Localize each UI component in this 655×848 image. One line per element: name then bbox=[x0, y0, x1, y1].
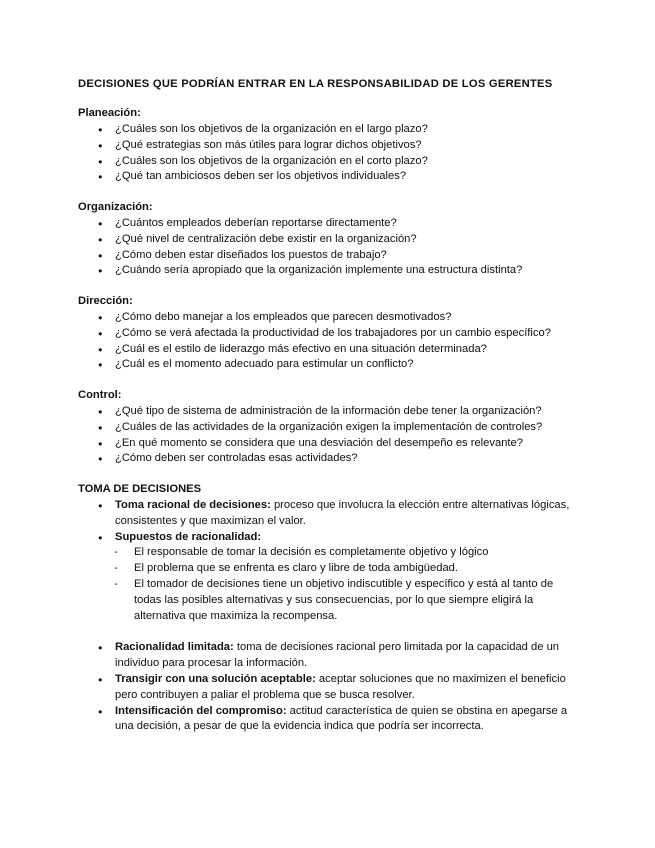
section-direccion bbox=[78, 294, 598, 373]
list-item: ● ¿Qué tan ambiciosos deben ser los objetivos individuales? bbox=[78, 169, 598, 185]
section-heading: Dirección: bbox=[78, 295, 133, 307]
dash-item: - El responsable de tomar la decisión es completamente objetivo y lógico bbox=[95, 545, 560, 561]
section-planeacion bbox=[78, 106, 598, 185]
section-heading: Organización: bbox=[78, 201, 153, 213]
bullet-list bbox=[78, 404, 598, 467]
list-item: ● ¿Qué tipo de sistema de administración de la información debe tener la organización? bbox=[78, 404, 598, 420]
list-item-compromiso bbox=[78, 704, 578, 736]
list-item: ● ¿En qué momento se considera que una desviación del desempeño es relevante? bbox=[78, 436, 598, 452]
list-item-transigir bbox=[78, 672, 578, 704]
term: Toma racional de decisiones: bbox=[115, 499, 271, 511]
section-heading: TOMA DE DECISIONES bbox=[78, 483, 202, 495]
dash-list bbox=[95, 545, 560, 624]
list-item-supuestos bbox=[78, 530, 578, 546]
list-item-racionalidad-limitada bbox=[78, 640, 578, 672]
definition: toma de decisiones racional pero limitada por la capacidad de un individuo para procesar la información. bbox=[115, 641, 560, 670]
list-item: ● ¿Cuáles son los objetivos de la organización en el largo plazo? bbox=[78, 122, 598, 138]
bullet-list bbox=[78, 310, 598, 373]
list-item: ● ¿Cómo deben estar diseñados los puestos de trabajo? bbox=[78, 248, 598, 264]
section-control bbox=[78, 388, 598, 467]
list-item: ● ¿Cómo debo manejar a los empleados que parecen desmotivados? bbox=[78, 310, 598, 326]
page-title: DECISIONES QUE PODRÍAN ENTRAR EN LA RESPONSABILIDAD DE LOS GERENTES bbox=[78, 78, 553, 90]
section-heading: Planeación: bbox=[78, 107, 141, 119]
definition: aceptar soluciones que no maximizen el beneficio pero contribuyen a paliar el problema que se busca resolver. bbox=[115, 672, 566, 701]
list-item: ● ¿Cuándo sería apropiado que la organización implemente una estructura distinta? bbox=[78, 263, 598, 279]
list-item: ● ¿Cuántos empleados deberían reportarse directamente? bbox=[78, 216, 598, 232]
list-item: ● ¿Cuál es el estilo de liderazgo más efectivo en una situación determinada? bbox=[78, 342, 598, 358]
term: Intensificación del compromiso: bbox=[115, 704, 287, 717]
definition: proceso que involucra la elección entre alternativas lógicas, consistentes y que maximizan el valor. bbox=[115, 499, 570, 527]
list-item: ● ¿Cuáles de las actividades de la organización exigen la implementación de controles? bbox=[78, 420, 598, 436]
section-toma-de-decisiones bbox=[78, 482, 578, 735]
dash-item: - El tomador de decisiones tiene un objetivo indiscutible y específico y está al tanto de todas las posibles alternativas y sus consecuencias, por lo que siempre eligirá la alternativa que maximiza la recompensa. bbox=[95, 577, 560, 624]
bullet-list bbox=[78, 640, 578, 735]
list-item: ● ¿Cómo se verá afectada la productividad de los trabajadores por un cambio específico? bbox=[78, 326, 598, 342]
bullet-list bbox=[78, 122, 598, 185]
bullet-list bbox=[78, 216, 598, 279]
section-organizacion bbox=[78, 200, 598, 279]
list-item-toma-racional bbox=[78, 498, 578, 530]
term: Racionalidad limitada: bbox=[115, 641, 234, 654]
term: Transigir con una solución aceptable: bbox=[115, 672, 316, 685]
list-item: ● ¿Cuáles son los objetivos de la organización en el corto plazo? bbox=[78, 154, 598, 170]
dash-item: - El problema que se enfrenta es claro y libre de toda ambigüedad. bbox=[95, 561, 560, 577]
list-item: ● ¿Cómo deben ser controladas esas actividades? bbox=[78, 451, 598, 467]
definition: actitud característica de quien se obstina en apegarse a una decisión, a pesar de que la evidencia indica que podría ser incorrecta. bbox=[115, 704, 568, 733]
term: Supuestos de racionalidad: bbox=[115, 530, 262, 543]
section-heading: Control: bbox=[78, 389, 122, 401]
list-item: ● ¿Qué nivel de centralización debe existir en la organización? bbox=[78, 232, 598, 248]
list-item: ● ¿Cuál es el momento adecuado para estimular un conflicto? bbox=[78, 357, 598, 373]
bullet-list bbox=[78, 498, 578, 545]
list-item: ● ¿Qué estrategias son más útiles para lograr dichos objetivos? bbox=[78, 138, 598, 154]
